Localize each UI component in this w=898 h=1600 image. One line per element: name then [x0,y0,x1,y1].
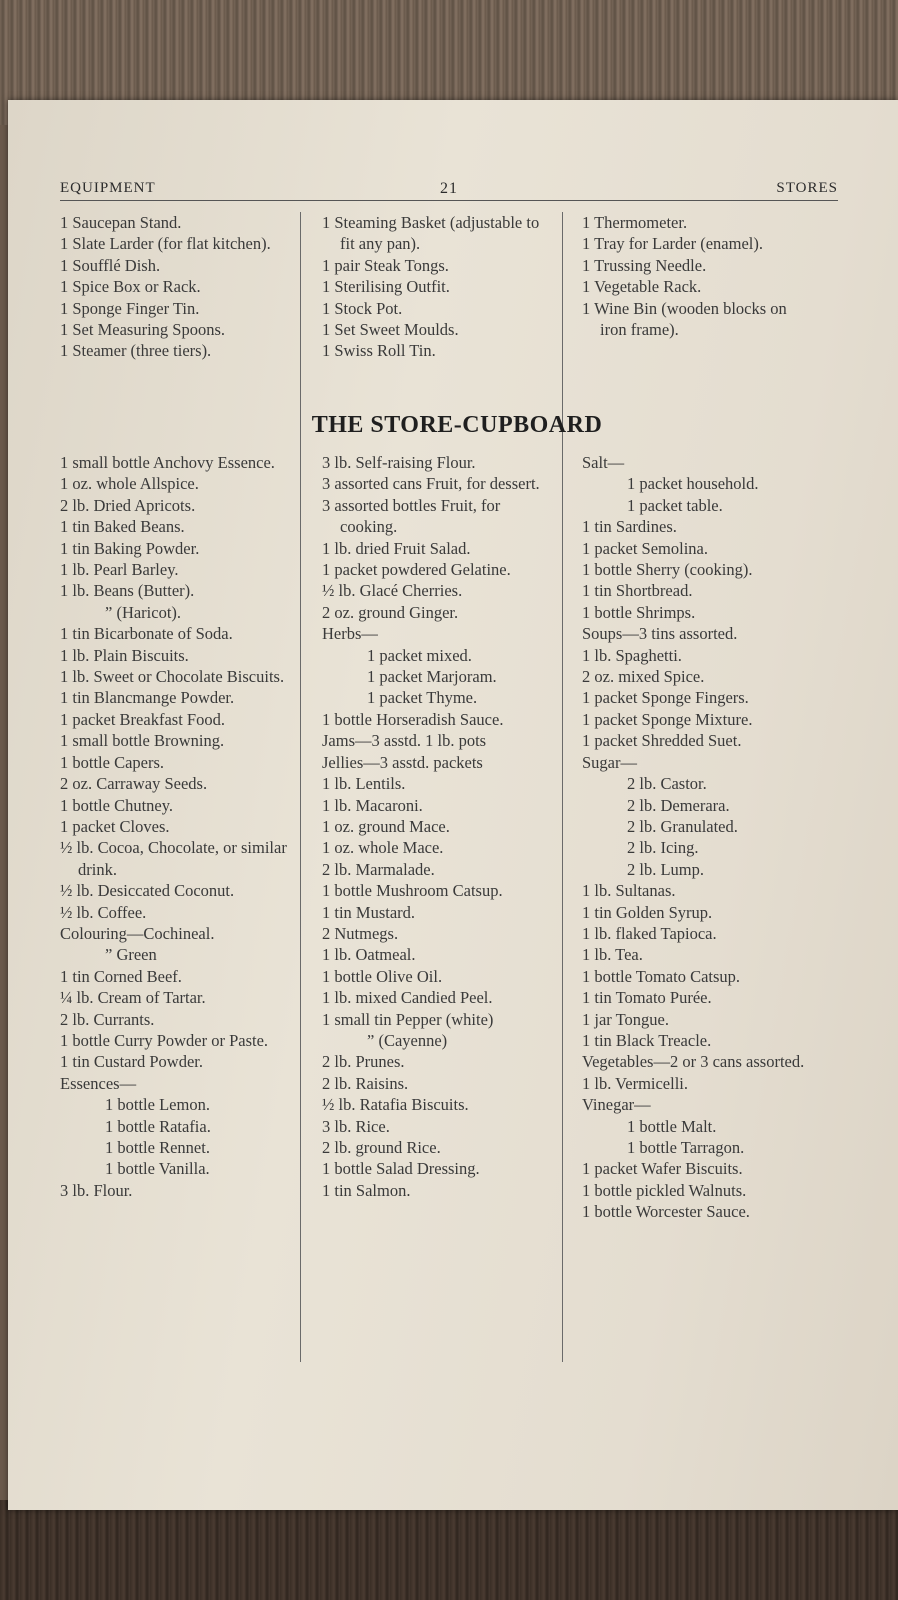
list-item: ½ lb. Coffee. [60,902,147,922]
list-item: 1 tin Baking Powder. [60,538,200,558]
list-item: 1 oz. whole Allspice. [60,474,199,494]
list-item: 1 packet Wafer Biscuits. [582,1159,743,1179]
list-item: 1 tin Corned Beef. [60,966,182,986]
list-item: 1 lb. flaked Tapioca. [582,923,717,943]
equipment-col-1 [60,212,290,362]
list-item: 1 packet Sponge Fingers. [582,688,749,708]
list-item: 1 bottle Curry Powder or Paste. [60,1030,269,1050]
list-item: 2 lb. Currants. [60,1009,155,1029]
list-heading: Sugar— [582,752,637,772]
list-item: 3 assorted bottles Fruit, for cooking. [322,495,501,537]
list-item: 1 oz. whole Mace. [322,838,444,858]
list-item: 1 small tin Pepper (white) [322,1009,494,1029]
list-item: 1 Steaming Basket (adjustable to fit any pan). [322,213,540,254]
equipment-col-3 [582,212,812,340]
list-item: 1 bottle Horseradish Sauce. [322,709,504,729]
list-item: 1 packet Shredded Suet. [582,731,742,751]
list-item: 1 bottle Ratafia. [105,1116,211,1136]
list-item: 1 lb. Sweet or Chocolate Biscuits. [60,667,285,687]
list-heading: Jams—3 asstd. 1 lb. pots [322,731,487,751]
list-item: ¼ lb. Cream of Tartar. [60,988,206,1008]
list-item: 1 tin Blancmange Powder. [60,688,235,708]
list-item: 1 Spice Box or Rack. [60,277,201,297]
list-item: 2 lb. Dried Apricots. [60,495,196,515]
list-item: 1 Soufflé Dish. [60,255,161,275]
list-heading: Herbs— [322,624,378,644]
list-item: 1 tin Black Treacle. [582,1030,712,1050]
list-item: 1 Stock Pot. [322,298,403,318]
list-item: ½ lb. Glacé Cherries. [322,581,463,601]
list-item: 1 Wine Bin (wooden blocks on iron frame). [582,298,787,340]
list-item: 1 bottle Tomato Catsup. [582,966,741,986]
list-item: ½ lb. Ratafia Biscuits. [322,1095,469,1115]
list-item: 1 bottle Rennet. [105,1138,210,1157]
column-divider [300,452,301,1362]
list-item: 1 pair Steak Tongs. [322,255,449,275]
list-item: 1 packet household. [627,474,759,494]
list-item: 1 bottle Tarragon. [627,1138,745,1157]
list-item: 2 oz. ground Ginger. [322,602,459,622]
list-item: 1 bottle pickled Walnuts. [582,1180,747,1200]
list-item: 3 assorted cans Fruit, for dessert. [322,474,540,494]
list-item: 1 tin Bicarbonate of Soda. [60,624,233,644]
list-item: 1 jar Tongue. [582,1009,669,1029]
list-item: ” (Haricot). [105,602,182,622]
list-item: 3 lb. Flour. [60,1180,133,1200]
stores-col-3 [582,452,812,1223]
list-item: 1 tin Shortbread. [582,581,693,601]
list-item: 1 Swiss Roll Tin. [322,341,436,361]
list-item: 1 bottle Chutney. [60,795,174,815]
list-item: 3 lb. Rice. [322,1116,390,1136]
list-item: 1 lb. Beans (Butter). [60,581,195,601]
list-item: 1 bottle Sherry (cooking). [582,560,753,580]
list-heading: Salt— [582,453,625,472]
list-item: 1 Tray for Larder (enamel). [582,234,763,254]
stores-col-2 [322,452,554,1201]
list-item: 1 bottle Capers. [60,752,165,772]
list-item: 1 packet mixed. [367,645,472,665]
list-item: 1 Slate Larder (for flat kitchen). [60,234,271,254]
list-item: 1 lb. mixed Candied Peel. [322,988,493,1008]
list-item: 1 tin Sardines. [582,517,677,537]
list-heading: Soups—3 tins assorted. [582,624,738,644]
list-item: 2 lb. Castor. [627,774,707,794]
list-item: 1 packet Semolina. [582,538,709,558]
list-item: 1 tin Golden Syrup. [582,902,713,922]
list-item: 2 oz. Carraway Seeds. [60,774,208,794]
column-divider [562,452,563,1362]
list-item: 1 Set Sweet Moulds. [322,320,459,340]
list-item: 1 lb. Pearl Barley. [60,560,179,580]
list-heading: Vegetables—2 or 3 cans assorted. [582,1052,805,1072]
equipment-col-2 [322,212,554,362]
list-item: 1 packet Sponge Mixture. [582,709,753,729]
book-page [8,100,898,1510]
list-heading: Colouring—Cochineal. [60,923,215,943]
list-item: 2 lb. ground Rice. [322,1138,441,1157]
list-item: 1 tin Mustard. [322,902,416,922]
list-item: 2 lb. Granulated. [627,816,738,836]
list-item: 1 lb. Spaghetti. [582,645,682,665]
header-right: STORES [776,180,838,196]
list-item: 2 lb. Marmalade. [322,859,435,879]
list-item: 1 small bottle Browning. [60,731,225,751]
list-item: 1 lb. Tea. [582,945,643,965]
equipment-list [60,212,850,482]
list-item: 1 bottle Worcester Sauce. [582,1202,750,1222]
list-heading: Vinegar— [582,1095,651,1115]
list-item: 1 tin Custard Powder. [60,1052,203,1072]
list-item: 1 lb. Plain Biscuits. [60,645,189,665]
list-item: ½ lb. Cocoa, Chocolate, or similar drink. [60,838,287,879]
stores-col-1 [60,452,290,1201]
list-item: 2 lb. Lump. [627,859,704,879]
column-divider [300,212,301,484]
list-item: 1 packet Marjoram. [367,667,497,687]
background-table [0,1500,898,1600]
list-item: 1 tin Baked Beans. [60,517,185,537]
list-item: 1 tin Tomato Purée. [582,988,712,1008]
page-number: 21 [440,180,458,197]
list-item: ½ lb. Desiccated Coconut. [60,881,235,901]
list-item: 1 bottle Lemon. [105,1095,210,1115]
list-item: 1 Sponge Finger Tin. [60,298,200,318]
list-heading: Essences— [60,1073,137,1093]
list-item: 1 Saucepan Stand. [60,213,182,232]
list-item: 1 bottle Salad Dressing. [322,1159,480,1179]
list-item: 1 Steamer (three tiers). [60,341,212,361]
list-item: 1 bottle Olive Oil. [322,966,443,986]
list-item: 2 lb. Demerara. [627,795,730,815]
list-item: 1 small bottle Anchovy Essence. [60,453,275,472]
list-item: 2 lb. Icing. [627,838,699,858]
list-item: 1 lb. Oatmeal. [322,945,416,965]
list-item: 1 lb. dried Fruit Salad. [322,538,471,558]
list-item: 1 lb. Macaroni. [322,795,423,815]
list-item: 1 packet table. [627,495,723,515]
list-item: 2 lb. Raisins. [322,1073,409,1093]
list-item: 1 packet Breakfast Food. [60,709,225,729]
list-item: 1 Sterilising Outfit. [322,277,450,297]
list-item: 1 bottle Vanilla. [105,1159,210,1179]
list-item: 1 oz. ground Mace. [322,816,450,836]
list-item: 1 bottle Malt. [627,1116,717,1136]
list-item: 1 Vegetable Rack. [582,277,702,297]
list-item: 1 Trussing Needle. [582,255,707,275]
list-item: 1 packet Thyme. [367,688,478,708]
store-cupboard-list [60,452,850,1462]
list-item: 1 lb. Sultanas. [582,881,676,901]
list-item: ” Green [105,945,157,965]
list-item: 1 lb. Vermicelli. [582,1073,689,1093]
list-item: 3 lb. Self-raising Flour. [322,453,476,472]
column-divider [562,212,563,484]
list-item: 1 tin Salmon. [322,1180,411,1200]
list-item: 2 Nutmegs. [322,923,399,943]
list-item: 1 Set Measuring Spoons. [60,320,225,340]
list-item: 2 lb. Prunes. [322,1052,405,1072]
list-item: 1 bottle Shrimps. [582,602,696,622]
list-item: 1 lb. Lentils. [322,774,406,794]
list-item: 1 packet powdered Gelatine. [322,560,511,580]
running-header [60,178,838,201]
section-title: THE STORE-CUPBOARD [311,412,603,438]
list-item: 1 bottle Mushroom Catsup. [322,881,503,901]
list-item: 2 oz. mixed Spice. [582,667,705,687]
list-item: 1 packet Cloves. [60,816,170,836]
list-item: 1 Thermometer. [582,213,688,232]
header-left: EQUIPMENT [60,180,156,196]
list-item: ” (Cayenne) [367,1030,448,1050]
list-heading: Jellies—3 asstd. packets [322,752,483,772]
